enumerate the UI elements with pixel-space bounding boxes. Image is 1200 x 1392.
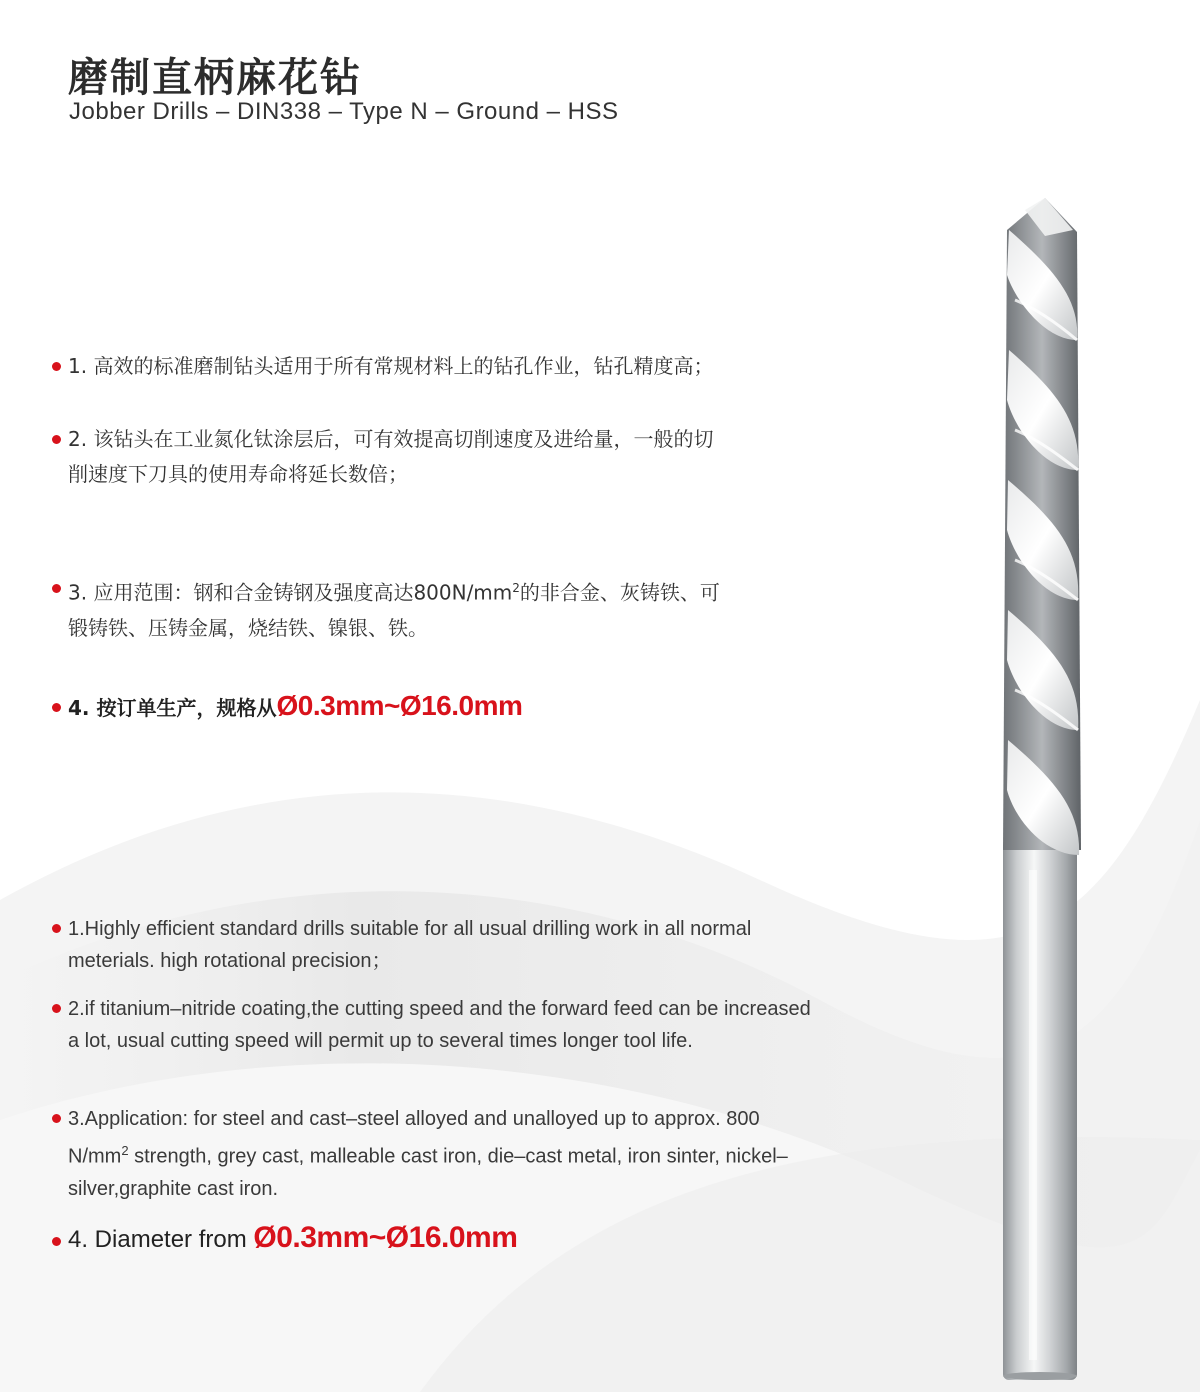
feature-cn-3-text-a: 3. 应用范围：钢和合金铸钢及强度高达800N/mm <box>68 580 513 605</box>
diameter-range-cn: Ø0.3mm~Ø16.0mm <box>276 690 523 721</box>
red-dot-bullet-icon <box>52 1004 61 1013</box>
page-title-cn: 磨制直柄麻花钻 <box>68 55 362 101</box>
feature-en-4 <box>52 1222 812 1256</box>
twist-drill-image <box>985 190 1105 1380</box>
feature-cn-2-line-2: 削速度下刀具的使用寿命将延长数倍； <box>68 462 408 486</box>
feature-cn-1-line-1: 1. 高效的标准磨制钻头适用于所有常规材料上的钻孔作业，钻孔精度高； <box>68 354 714 378</box>
red-dot-bullet-icon <box>52 584 61 593</box>
feature-en-4-prefix: 4. Diameter from <box>68 1226 254 1253</box>
feature-cn-3 <box>52 571 842 646</box>
feature-en-2 <box>52 993 812 1057</box>
red-dot-bullet-icon <box>52 362 61 371</box>
feature-en-1-text: 1.Highly efficient standard drills suitable for all usual drilling work in all normal meterials. high rotational precision； <box>68 918 752 972</box>
feature-cn-3-text-b: 的非合金、灰铸铁、可 <box>519 580 720 605</box>
feature-cn-1 <box>52 349 842 384</box>
feature-en-3-sup: 2 <box>121 1143 129 1158</box>
feature-cn-3-line-1 <box>52 571 842 611</box>
red-dot-bullet-icon <box>52 924 61 933</box>
feature-cn-4 <box>52 688 842 726</box>
red-dot-bullet-icon <box>52 1237 61 1246</box>
feature-cn-3-line-2: 锻铸铁、压铸金属，烧结铁、镍银、铁。 <box>68 615 428 640</box>
feature-cn-2-line-1: 2. 该钻头在工业氮化钛涂层后，可有效提高切削速度及进给量，一般的切 <box>68 427 714 451</box>
feature-en-2-text: 2.if titanium–nitride coating,the cutting speed and the forward feed can be increased a lot, usual cutting speed will permit up to several times longer tool life. <box>68 998 811 1052</box>
feature-en-3-text-b: strength, grey cast, malleable cast iron, die–cast metal, iron sinter, nickel–silver,graphite cast iron. <box>68 1145 788 1200</box>
feature-en-3-text <box>52 1103 812 1205</box>
diameter-range-en: Ø0.3mm~Ø16.0mm <box>253 1221 518 1254</box>
red-dot-bullet-icon <box>52 435 61 444</box>
feature-en-1 <box>52 913 812 977</box>
feature-en-3-text-a: 3.Application: for steel and cast–steel alloyed and unalloyed up to approx. 800 N/mm <box>68 1108 760 1168</box>
feature-cn-2 <box>52 422 842 492</box>
red-dot-bullet-icon <box>52 1114 61 1123</box>
feature-cn-4-prefix: 4. 按订单生产，规格从 <box>68 696 277 720</box>
red-dot-bullet-icon <box>52 703 61 712</box>
page-title-en: Jobber Drills – DIN338 – Type N – Ground – HSS <box>69 98 619 125</box>
feature-cn-3-sup: 2 <box>512 581 520 595</box>
feature-en-3 <box>52 1103 812 1205</box>
